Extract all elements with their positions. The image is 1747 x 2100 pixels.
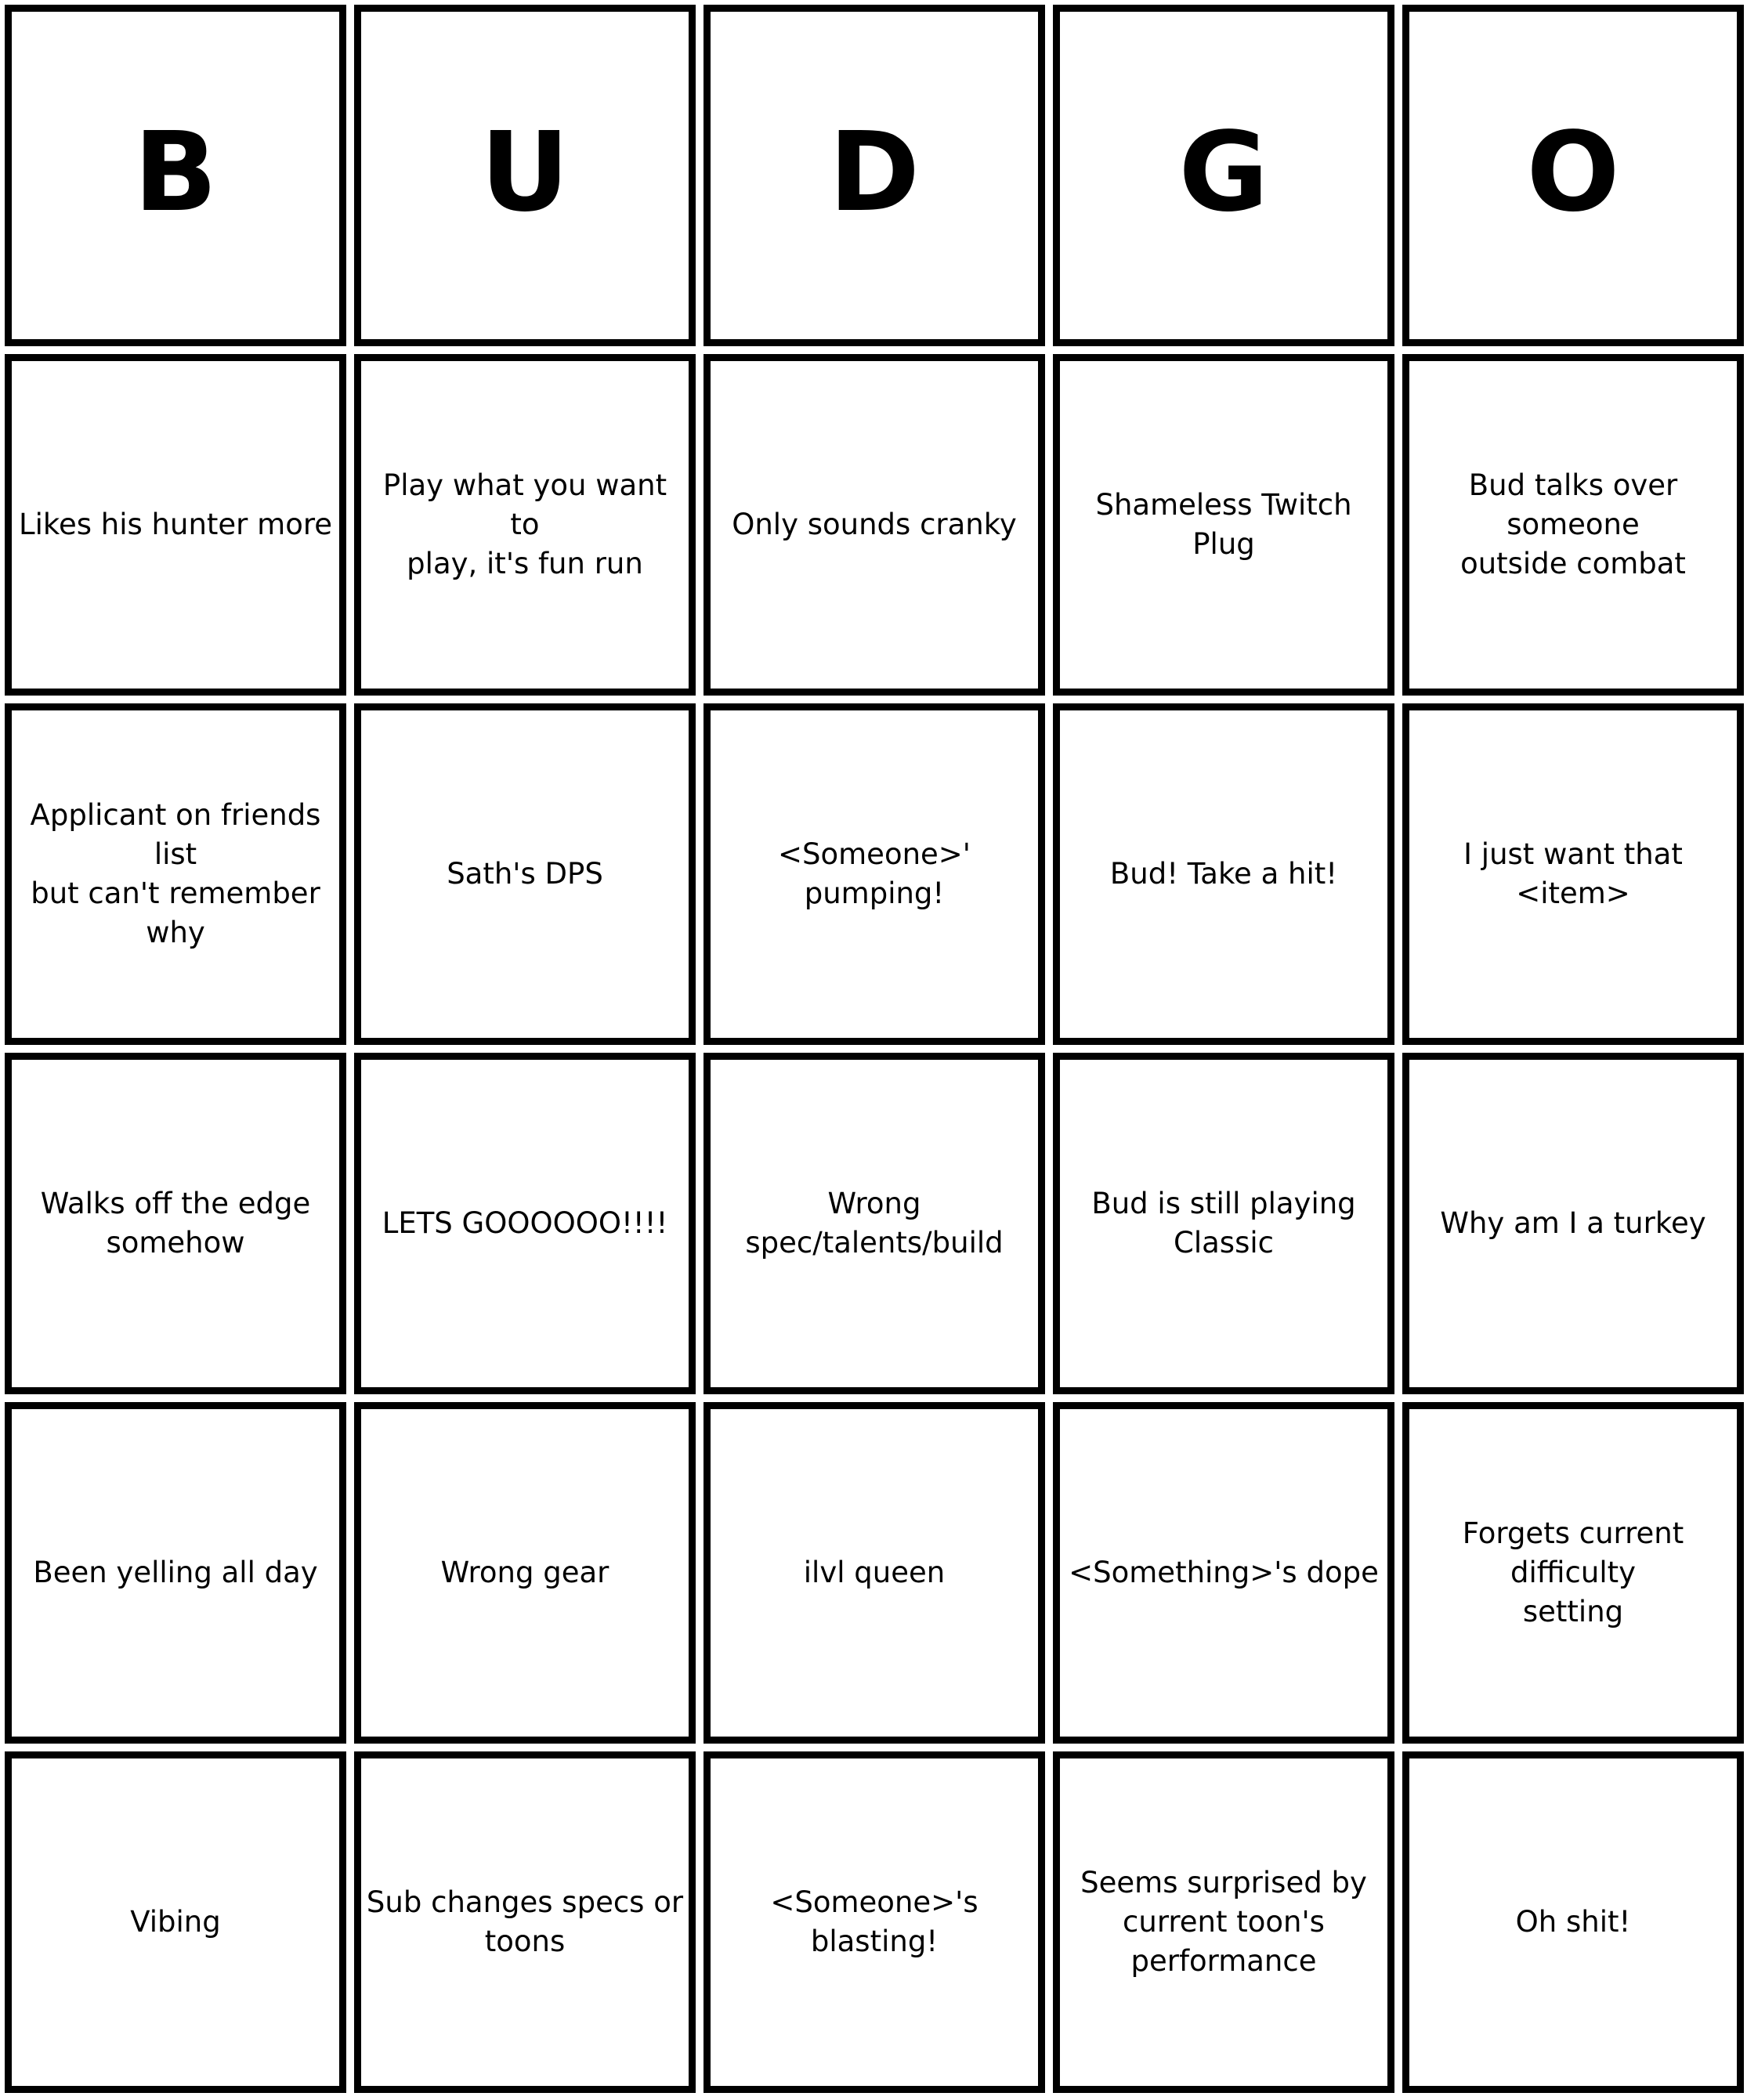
bingo-square-r5c5[interactable] [1402,1751,1744,2093]
bingo-square-r5c1[interactable] [5,1751,346,2093]
square-text: LETS GOOOOOO!!!! [382,1206,668,1240]
bingo-square-r1c4[interactable] [1053,354,1394,696]
square-text: <Someone>' pumping! [778,837,971,910]
bingo-square-r2c4[interactable] [1053,703,1394,1045]
header-letter-g: G [1178,109,1269,237]
square-text: Been yelling all day [33,1556,318,1589]
square-text: <Something>'s dope [1069,1556,1379,1589]
bingo-square-r2c1[interactable] [5,703,346,1045]
bingo-square-r5c2[interactable] [354,1751,696,2093]
square-text: Bud! Take a hit! [1109,857,1338,891]
square-text: Shameless Twitch Plug [1095,488,1352,561]
square-text: I just want that <item> [1463,837,1683,910]
square-text: Applicant on friends list but can't remember why [30,798,321,949]
bingo-square-r2c5[interactable] [1402,703,1744,1045]
square-text: Sub changes specs or toons [366,1885,684,1958]
bingo-square-r1c5[interactable] [1402,354,1744,696]
square-text: Why am I a turkey [1440,1206,1706,1240]
square-text: Only sounds cranky [732,508,1017,541]
header-cell-o [1402,5,1744,346]
header-letter-d: D [828,109,921,237]
bingo-square-r4c1[interactable] [5,1402,346,1744]
bingo-square-r2c3[interactable] [704,703,1045,1045]
header-letter-o: O [1526,109,1620,237]
bingo-square-r4c3[interactable] [704,1402,1045,1744]
bingo-square-r4c5[interactable] [1402,1402,1744,1744]
square-text: Seems surprised by current toon's performance [1080,1866,1367,1978]
header-cell-g [1053,5,1394,346]
header-cell-b [5,5,346,346]
header-cell-d [704,5,1045,346]
bingo-square-r3c3[interactable] [704,1053,1045,1394]
square-text: Bud talks over someone outside combat [1460,468,1686,580]
bingo-square-r1c2[interactable] [354,354,696,696]
square-text: <Someone>'s blasting! [770,1885,978,1958]
bingo-square-r5c4[interactable] [1053,1751,1394,2093]
square-text: Vibing [130,1905,221,1939]
bingo-square-r4c2[interactable] [354,1402,696,1744]
bingo-square-r4c4[interactable] [1053,1402,1394,1744]
bingo-square-r3c4[interactable] [1053,1053,1394,1394]
square-text: Walks off the edge somehow [40,1187,311,1260]
square-text: ilvl queen [803,1556,946,1589]
bingo-square-r2c2[interactable] [354,703,696,1045]
square-text: Forgets current difficulty setting [1462,1516,1684,1628]
square-text: Bud is still playing Classic [1091,1187,1356,1260]
square-text: Oh shit! [1515,1905,1631,1939]
square-text: Sath's DPS [447,857,603,891]
square-text: Play what you want to play, it's fun run [382,468,667,580]
header-letter-u: U [480,109,570,237]
bingo-square-r3c2[interactable] [354,1053,696,1394]
square-text: Wrong spec/talents/build [745,1187,1004,1260]
header-letter-b: B [133,109,218,237]
bingo-square-r1c1[interactable] [5,354,346,696]
bingo-square-r1c3[interactable] [704,354,1045,696]
header-cell-u [354,5,696,346]
square-text: Likes his hunter more [18,508,332,541]
bingo-square-r3c5[interactable] [1402,1053,1744,1394]
square-text: Wrong gear [440,1556,609,1589]
bingo-square-r3c1[interactable] [5,1053,346,1394]
bingo-square-r5c3[interactable] [704,1751,1045,2093]
